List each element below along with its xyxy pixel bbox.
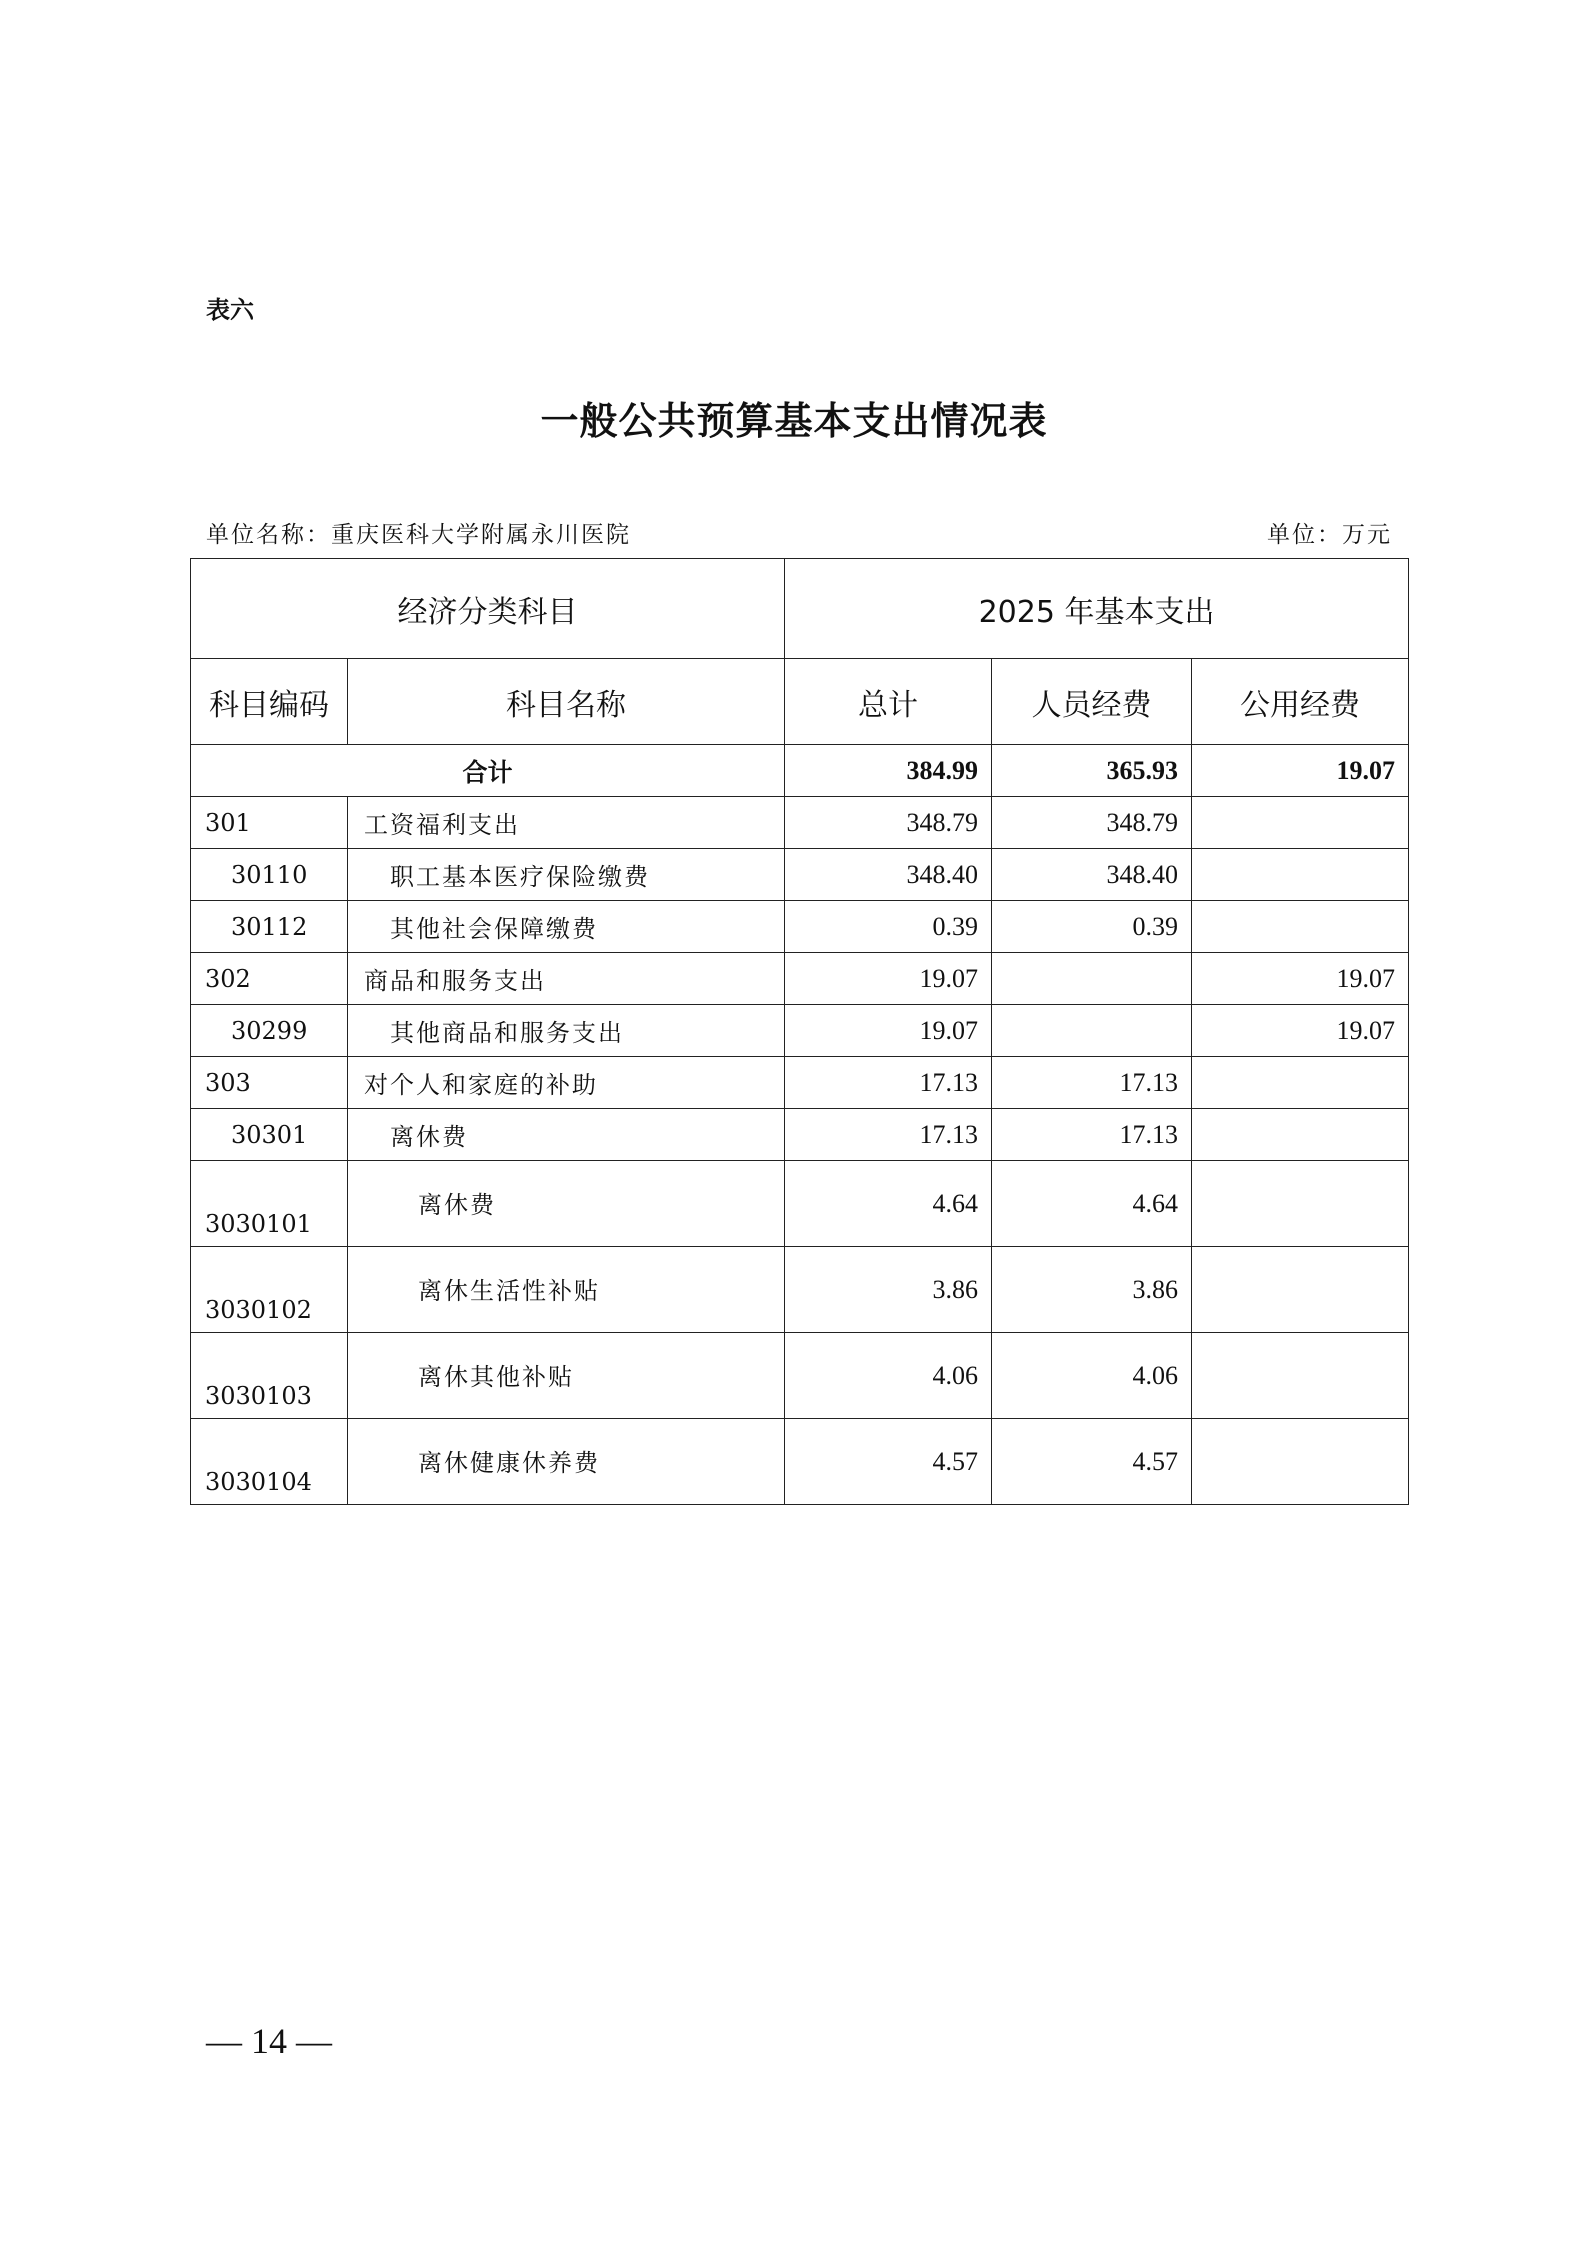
public-cell — [1192, 797, 1409, 849]
code-cell: 3030103 — [191, 1333, 348, 1419]
name-cell: 离休其他补贴 — [348, 1333, 785, 1419]
personnel-cell: 4.57 — [992, 1419, 1192, 1505]
public-cell — [1192, 1247, 1409, 1333]
name-cell: 工资福利支出 — [348, 797, 785, 849]
header-public: 公用经费 — [1192, 659, 1409, 745]
header-code: 科目编码 — [191, 659, 348, 745]
table-row — [191, 1333, 1409, 1419]
code-cell: 302 — [191, 953, 348, 1005]
code-cell: 30110 — [191, 849, 348, 901]
code-cell: 303 — [191, 1057, 348, 1109]
personnel-cell: 0.39 — [992, 901, 1192, 953]
table-row — [191, 953, 1409, 1005]
total-row — [191, 745, 1409, 797]
total-cell: 348.40 — [785, 849, 992, 901]
public-cell — [1192, 1333, 1409, 1419]
unit-label: 单位：万元 — [1267, 522, 1392, 548]
header-group-row — [191, 559, 1409, 659]
code-cell: 30112 — [191, 901, 348, 953]
public-cell — [1192, 901, 1409, 953]
code-cell: 301 — [191, 797, 348, 849]
header-personnel: 人员经费 — [992, 659, 1192, 745]
document-title: 一般公共预算基本支出情况表 — [540, 398, 1048, 443]
table-row — [191, 1057, 1409, 1109]
personnel-cell: 348.40 — [992, 849, 1192, 901]
personnel-cell: 17.13 — [992, 1057, 1192, 1109]
public-cell — [1192, 1161, 1409, 1247]
table-number-label: 表六 — [206, 296, 254, 324]
name-cell: 离休生活性补贴 — [348, 1247, 785, 1333]
personnel-cell: 3.86 — [992, 1247, 1192, 1333]
public-cell: 19.07 — [1192, 1005, 1409, 1057]
total-cell: 3.86 — [785, 1247, 992, 1333]
table-row — [191, 797, 1409, 849]
public-cell — [1192, 849, 1409, 901]
table-row — [191, 1005, 1409, 1057]
table-row — [191, 1247, 1409, 1333]
name-cell: 离休费 — [348, 1161, 785, 1247]
total-cell: 4.06 — [785, 1333, 992, 1419]
name-cell: 离休健康休养费 — [348, 1419, 785, 1505]
total-personnel-cell: 365.93 — [992, 745, 1192, 797]
header-basic-expenditure-2025: 2025 年基本支出 — [785, 559, 1409, 659]
total-cell: 19.07 — [785, 953, 992, 1005]
name-cell: 其他社会保障缴费 — [348, 901, 785, 953]
personnel-cell — [992, 953, 1192, 1005]
name-cell: 商品和服务支出 — [348, 953, 785, 1005]
code-cell: 30301 — [191, 1109, 348, 1161]
total-public-cell: 19.07 — [1192, 745, 1409, 797]
public-cell — [1192, 1057, 1409, 1109]
name-cell: 职工基本医疗保险缴费 — [348, 849, 785, 901]
header-name: 科目名称 — [348, 659, 785, 745]
code-cell: 3030102 — [191, 1247, 348, 1333]
header-total: 总计 — [785, 659, 992, 745]
page-number: — 14 — — [206, 2021, 332, 2061]
total-cell: 4.57 — [785, 1419, 992, 1505]
table-row — [191, 1161, 1409, 1247]
total-cell: 17.13 — [785, 1109, 992, 1161]
total-cell: 384.99 — [785, 745, 992, 797]
table-row — [191, 901, 1409, 953]
unit-name-label: 单位名称：重庆医科大学附属永川医院 — [206, 522, 631, 548]
table-row — [191, 1419, 1409, 1505]
name-cell: 其他商品和服务支出 — [348, 1005, 785, 1057]
header-economic-classification: 经济分类科目 — [191, 559, 785, 659]
table-row — [191, 849, 1409, 901]
public-cell — [1192, 1109, 1409, 1161]
personnel-cell: 17.13 — [992, 1109, 1192, 1161]
code-cell: 3030104 — [191, 1419, 348, 1505]
personnel-cell — [992, 1005, 1192, 1057]
header-column-row — [191, 659, 1409, 745]
budget-table — [190, 558, 1409, 1505]
public-cell — [1192, 1419, 1409, 1505]
personnel-cell: 348.79 — [992, 797, 1192, 849]
table-row — [191, 1109, 1409, 1161]
total-label: 合计 — [191, 745, 785, 797]
personnel-cell: 4.06 — [992, 1333, 1192, 1419]
total-cell: 348.79 — [785, 797, 992, 849]
name-cell: 离休费 — [348, 1109, 785, 1161]
code-cell: 30299 — [191, 1005, 348, 1057]
public-cell: 19.07 — [1192, 953, 1409, 1005]
total-cell: 4.64 — [785, 1161, 992, 1247]
total-cell: 0.39 — [785, 901, 992, 953]
total-cell: 19.07 — [785, 1005, 992, 1057]
personnel-cell: 4.64 — [992, 1161, 1192, 1247]
name-cell: 对个人和家庭的补助 — [348, 1057, 785, 1109]
code-cell: 3030101 — [191, 1161, 348, 1247]
total-cell: 17.13 — [785, 1057, 992, 1109]
